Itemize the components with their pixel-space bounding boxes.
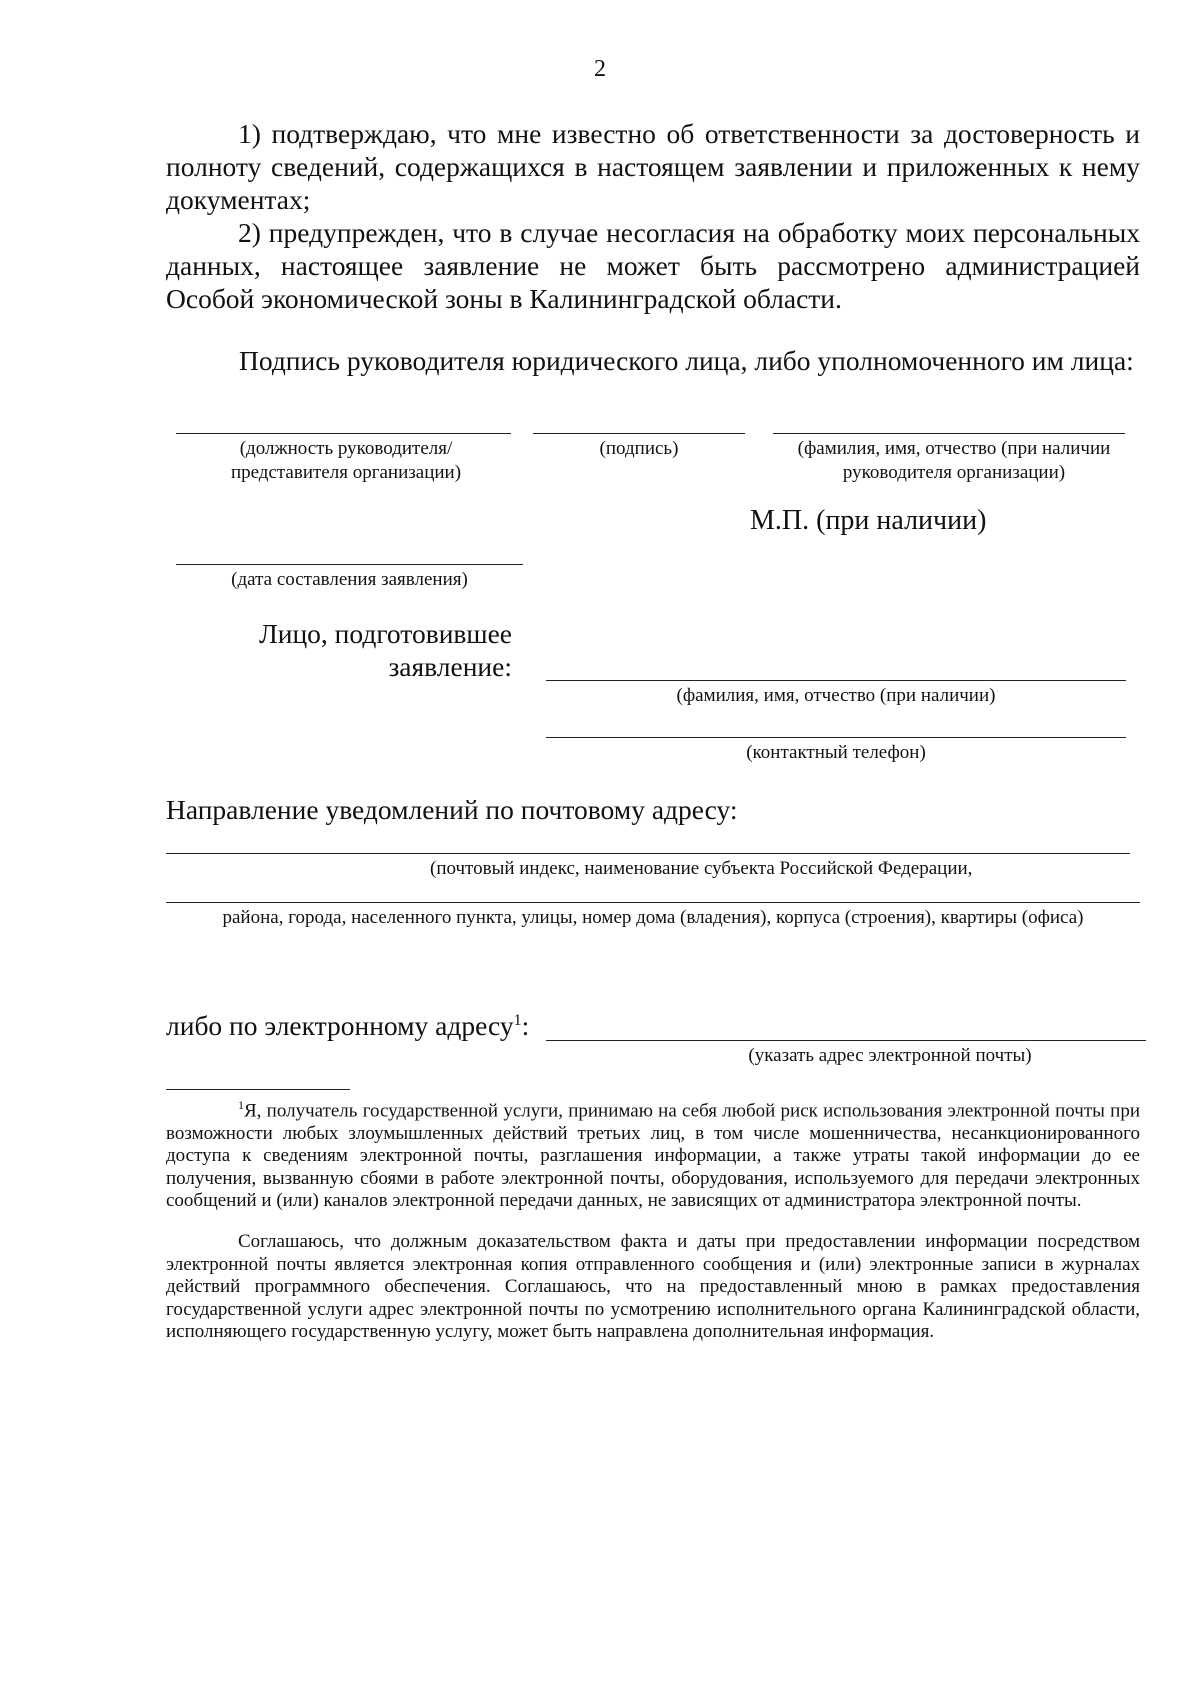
footnote-text-1: Я, получатель государственной услуги, принимаю на себя любой риск использования электронной почты при возможности любых злоумышленных действий третьих лиц, в том числе мошенничества, несанкционированного доступа к сведениям электронной почты, разглашения информации, а также утраты такой информации до ее получения, вызванную сбоями в работе электронной почты, оборудования, используемого для передачи электронных сообщений и (или) каналов электронной передачи данных, не зависящих от администратора электронной почты.	[166, 1100, 1140, 1212]
date-caption: (дата составления заявления)	[231, 569, 468, 590]
page-number: 2	[594, 56, 606, 82]
email-line	[546, 1040, 1146, 1041]
postal-line-1	[166, 853, 1130, 854]
phone-caption: (контактный телефон)	[746, 742, 926, 763]
email-heading-text: либо по электронному адресу	[166, 1010, 514, 1041]
postal-caption-1: (почтовый индекс, наименование субъекта Российской Федерации,	[430, 858, 973, 879]
preparer-name-line	[546, 680, 1126, 681]
phone-line	[546, 737, 1126, 738]
footnote-separator	[166, 1089, 350, 1090]
postal-line-2	[166, 902, 1140, 903]
postal-heading: Направление уведомлений по почтовому адресу:	[166, 794, 738, 825]
preparer-label: Лицо, подготовившее заявление:	[259, 618, 512, 682]
paragraph-warning: 2) предупрежден, что в случае несогласия на обработку моих персональных данных, настоящее заявление не может быть рассмотрено администрацией Особой экономической зоны в Калининградской области.	[166, 217, 1140, 314]
paragraph-acknowledgement: 1) подтверждаю, что мне известно об ответственности за достоверность и полноту сведений, содержащихся в настоящем заявлении и приложенных к нему документах;	[166, 118, 1140, 215]
fullname-caption: (фамилия, имя, отчество (при наличии руководителя организации)	[797, 438, 1111, 483]
footnote-paragraph-1	[166, 1094, 1140, 1213]
email-caption: (указать адрес электронной почты)	[748, 1045, 1032, 1066]
email-heading	[166, 1010, 529, 1042]
stamp-label: М.П. (при наличии)	[750, 505, 987, 536]
fullname-line	[773, 433, 1125, 434]
position-line	[176, 433, 511, 434]
footnote-marker: 1	[238, 1098, 244, 1112]
preparer-name-caption: (фамилия, имя, отчество (при наличии)	[676, 685, 996, 706]
postal-caption-2: района, города, населенного пункта, улицы, номер дома (владения), корпуса (строения), квартиры (офиса)	[222, 907, 1084, 928]
signature-line	[533, 433, 745, 434]
email-heading-colon: :	[521, 1010, 530, 1041]
footnote-paragraph-2: Соглашаюсь, что должным доказательством факта и даты при предоставлении информации посредством электронной почты является электронная копия отправленного сообщения и (или) электронные записи в журналах действий программного обеспечения. Соглашаюсь, что на предоставленный мною в рамках предоставления государственной услуги адрес электронной почты по усмотрению исполнительного органа Калининградской области, исполняющего государственную услугу, может быть направлена дополнительная информация.	[166, 1231, 1140, 1342]
footnote-reference: 1	[513, 1011, 522, 1029]
signature-heading: Подпись руководителя юридического лица, либо уполномоченного им лица:	[239, 345, 1134, 376]
signature-caption: (подпись)	[599, 438, 679, 459]
date-line	[176, 564, 523, 565]
position-caption: (должность руководителя/представителя организации)	[230, 438, 462, 483]
